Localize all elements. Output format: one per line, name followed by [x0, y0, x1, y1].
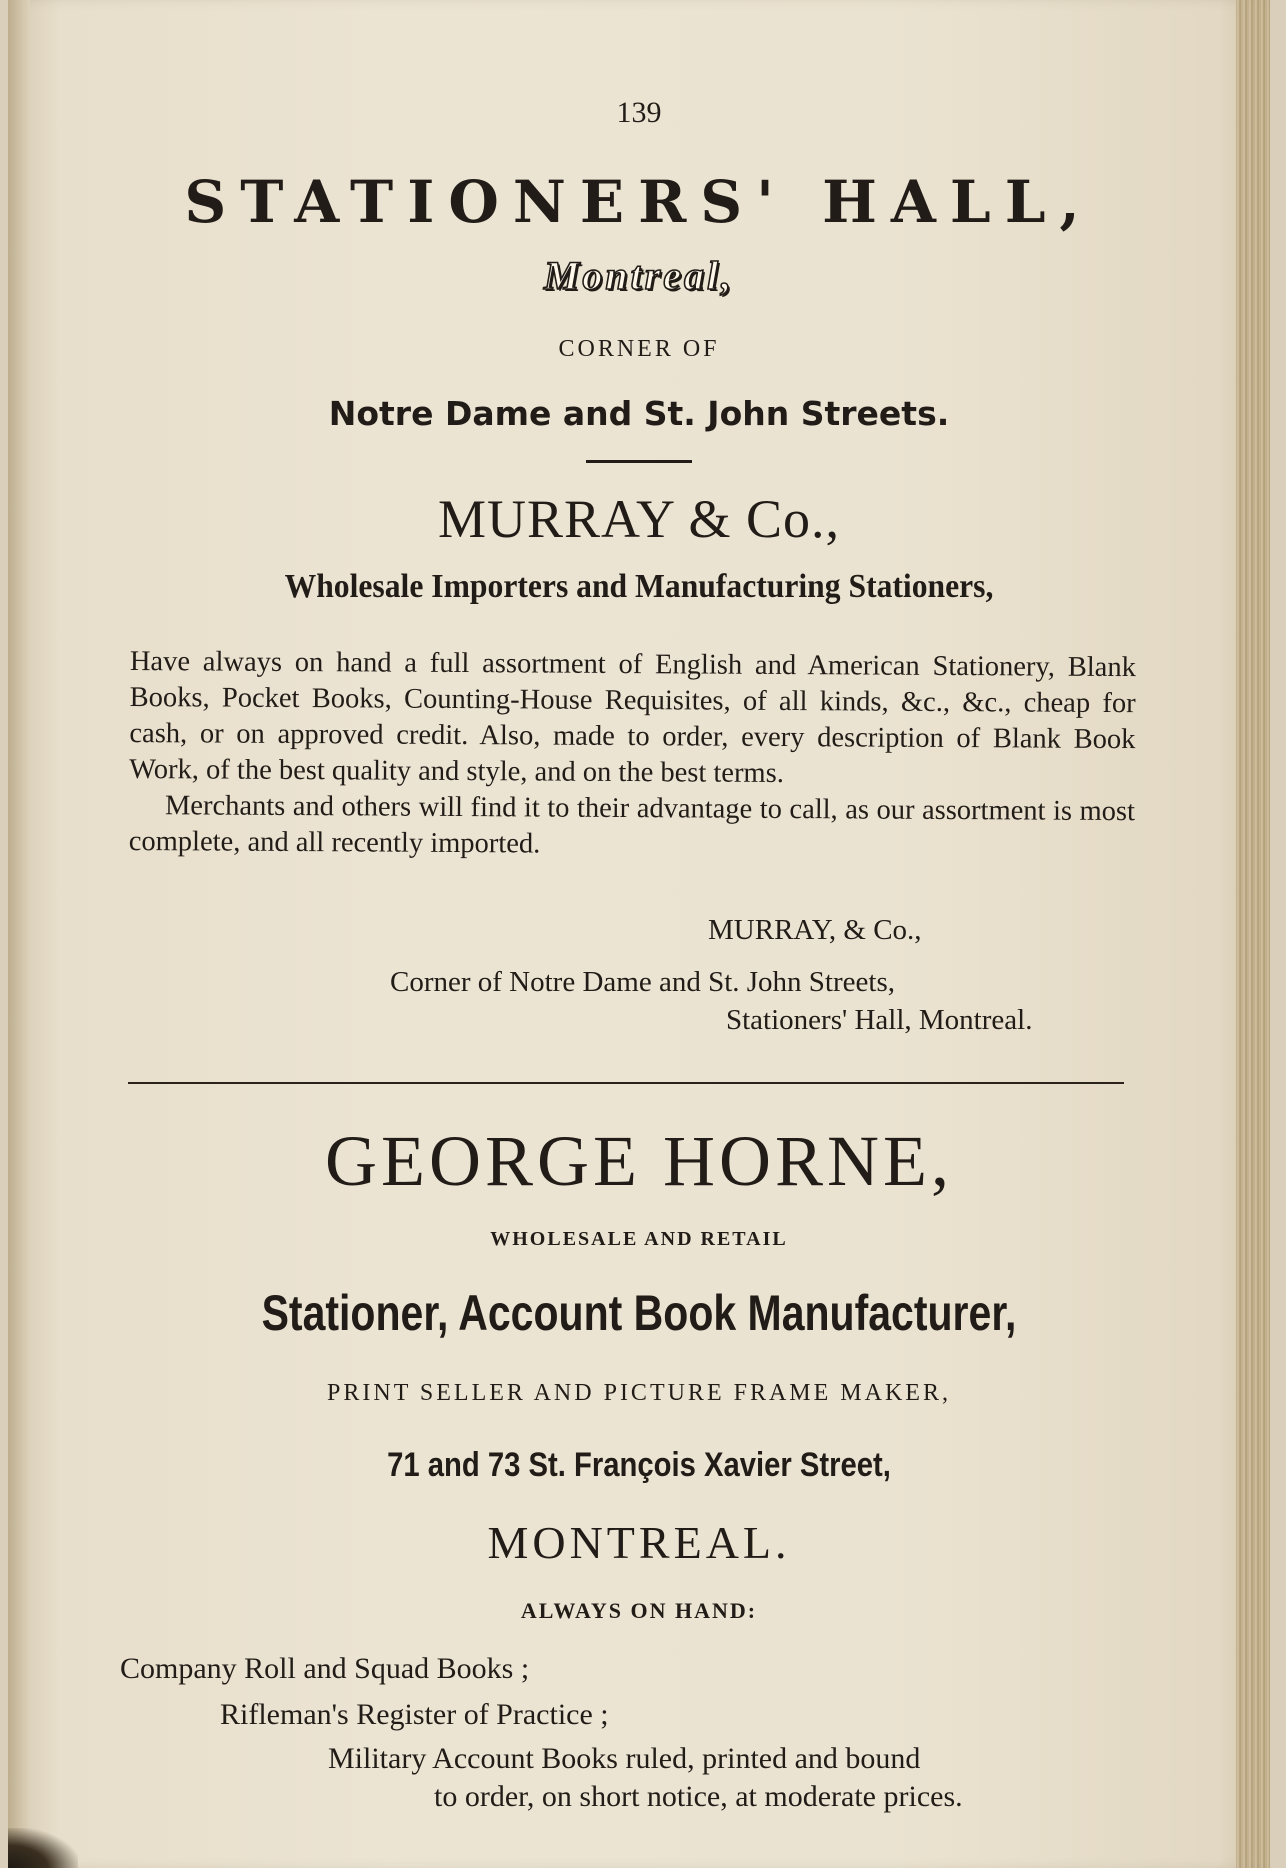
ad2-always-label: ALWAYS ON HAND:: [520, 1598, 758, 1623]
ad2-subtitle: WHOLESALE AND RETAIL: [490, 1228, 788, 1250]
ad2-address: 71 and 73 St. François Xavier Street,: [387, 1446, 891, 1484]
ad2-item: Company Roll and Squad Books ;: [120, 1652, 530, 1685]
ad1-title: STATIONERS' HALL,: [184, 168, 1094, 236]
ad1-city: Montreal,: [543, 253, 735, 298]
ad2-city: MONTREAL.: [487, 1517, 791, 1568]
ad2-trade: Stationer, Account Book Manufacturer,: [261, 1285, 1017, 1341]
ad2-item: Military Account Books ruled, printed and bound: [328, 1742, 921, 1775]
short-divider: [586, 460, 692, 463]
ad1-body: [129, 644, 1136, 866]
page-corner-shadow: [8, 1828, 78, 1868]
ad1-address-line-1: Corner of Notre Dame and St. John Streets,: [390, 966, 895, 998]
ad2-item: Rifleman's Register of Practice ;: [220, 1698, 609, 1731]
ad1-firm-name: MURRAY & Co.,: [437, 489, 841, 549]
ad1-streets: Notre Dame and St. John Streets.: [328, 394, 950, 433]
ad2-trade-2: PRINT SELLER AND PICTURE FRAME MAKER,: [327, 1380, 951, 1406]
page-number: 139: [616, 96, 662, 129]
book-page: [8, 0, 1270, 1868]
ad1-signature: MURRAY, & Co.,: [708, 914, 922, 946]
ad1-subtitle: Wholesale Importers and Manufacturing Stationers,: [284, 568, 994, 605]
ad1-paragraph-2: Merchants and others will find it to their advantage to call, as our assortment is most complete, and all recently imported.: [128, 790, 1136, 860]
ad1-corner-label: CORNER OF: [558, 336, 720, 362]
long-divider: [128, 1082, 1124, 1084]
ad1-address-line-2: Stationers' Hall, Montreal.: [726, 1004, 1033, 1036]
ad2-firm-name: GEORGE HORNE,: [325, 1121, 953, 1201]
ad2-item: to order, on short notice, at moderate prices.: [434, 1780, 963, 1813]
ad1-paragraph-1: Have always on hand a full assortment of English and American Stationery, Blank Books, Pocket Books, Counting-House Requisites, of all kinds, &c., &c., cheap for cash, or on approved credit. Also, made to order, every description of Blank Book Work, of the best quality and style, and on the best terms.: [129, 645, 1136, 789]
